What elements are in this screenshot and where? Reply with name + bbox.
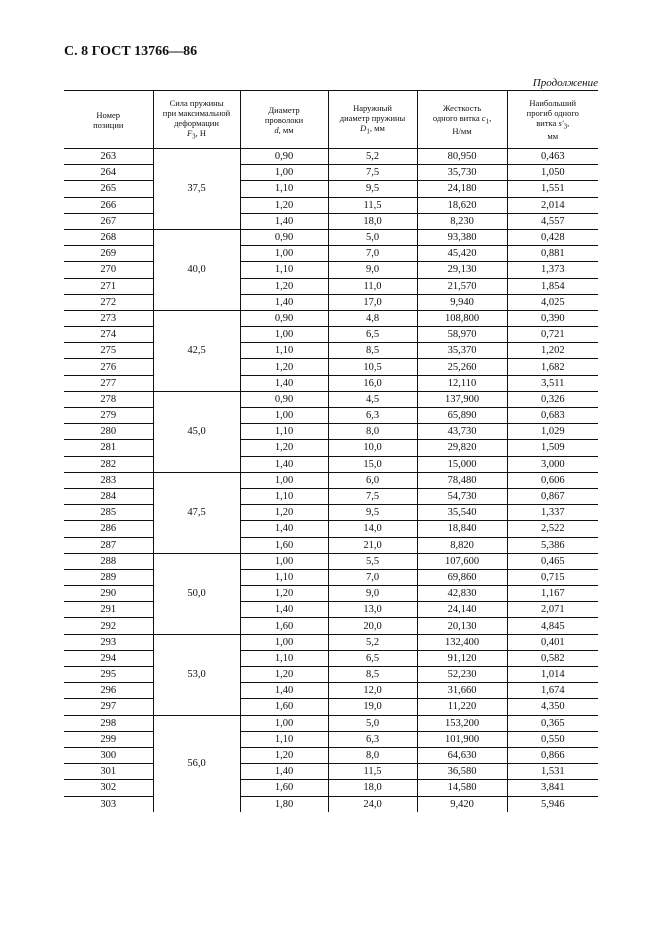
table-row bbox=[64, 440, 598, 456]
cell-outer-diameter: 7,0 bbox=[328, 569, 417, 585]
table-row bbox=[64, 553, 598, 569]
cell-deflection: 1,373 bbox=[507, 262, 598, 278]
cell-deflection: 1,682 bbox=[507, 359, 598, 375]
cell-wire-diameter: 1,40 bbox=[240, 521, 328, 537]
cell-deflection: 1,167 bbox=[507, 586, 598, 602]
cell-deflection: 0,606 bbox=[507, 472, 598, 488]
cell-stiffness: 20,130 bbox=[417, 618, 507, 634]
cell-wire-diameter: 1,20 bbox=[240, 505, 328, 521]
table-row bbox=[64, 424, 598, 440]
cell-position: 263 bbox=[64, 149, 153, 165]
cell-deflection: 0,721 bbox=[507, 327, 598, 343]
cell-position: 272 bbox=[64, 294, 153, 310]
cell-position: 294 bbox=[64, 650, 153, 666]
table-row bbox=[64, 731, 598, 747]
table-row bbox=[64, 764, 598, 780]
cell-outer-diameter: 7,0 bbox=[328, 246, 417, 262]
table-row bbox=[64, 310, 598, 326]
cell-wire-diameter: 0,90 bbox=[240, 149, 328, 165]
cell-position: 275 bbox=[64, 343, 153, 359]
cell-deflection: 1,337 bbox=[507, 505, 598, 521]
cell-wire-diameter: 1,10 bbox=[240, 181, 328, 197]
cell-wire-diameter: 1,40 bbox=[240, 683, 328, 699]
cell-outer-diameter: 7,5 bbox=[328, 165, 417, 181]
cell-position: 301 bbox=[64, 764, 153, 780]
cell-stiffness: 42,830 bbox=[417, 586, 507, 602]
cell-outer-diameter: 18,0 bbox=[328, 213, 417, 229]
cell-outer-diameter: 6,5 bbox=[328, 327, 417, 343]
table-row bbox=[64, 359, 598, 375]
cell-wire-diameter: 1,00 bbox=[240, 165, 328, 181]
cell-outer-diameter: 5,5 bbox=[328, 553, 417, 569]
cell-deflection: 3,000 bbox=[507, 456, 598, 472]
cell-deflection: 1,014 bbox=[507, 667, 598, 683]
cell-wire-diameter: 1,00 bbox=[240, 634, 328, 650]
cell-position: 265 bbox=[64, 181, 153, 197]
cell-deflection: 0,715 bbox=[507, 569, 598, 585]
cell-position: 271 bbox=[64, 278, 153, 294]
table-header bbox=[64, 91, 598, 149]
table-row bbox=[64, 667, 598, 683]
table-row bbox=[64, 683, 598, 699]
cell-position: 276 bbox=[64, 359, 153, 375]
cell-stiffness: 93,380 bbox=[417, 229, 507, 245]
cell-stiffness: 78,480 bbox=[417, 472, 507, 488]
cell-position: 278 bbox=[64, 391, 153, 407]
cell-deflection: 4,025 bbox=[507, 294, 598, 310]
cell-position: 283 bbox=[64, 472, 153, 488]
cell-stiffness: 8,820 bbox=[417, 537, 507, 553]
column-header-stiffness: Жесткость одного витка $c_1$, Н/мм bbox=[417, 91, 507, 149]
cell-position: 299 bbox=[64, 731, 153, 747]
cell-stiffness: 108,800 bbox=[417, 310, 507, 326]
cell-wire-diameter: 0,90 bbox=[240, 391, 328, 407]
table-row bbox=[64, 569, 598, 585]
cell-stiffness: 153,200 bbox=[417, 715, 507, 731]
page-title: С. 8 ГОСТ 13766—86 bbox=[64, 44, 198, 59]
cell-position: 291 bbox=[64, 602, 153, 618]
spring-data-table bbox=[64, 90, 598, 812]
cell-outer-diameter: 8,0 bbox=[328, 424, 417, 440]
cell-wire-diameter: 1,40 bbox=[240, 294, 328, 310]
table-row bbox=[64, 472, 598, 488]
cell-wire-diameter: 1,00 bbox=[240, 327, 328, 343]
cell-deflection: 3,511 bbox=[507, 375, 598, 391]
cell-position: 274 bbox=[64, 327, 153, 343]
cell-outer-diameter: 5,0 bbox=[328, 229, 417, 245]
cell-position: 289 bbox=[64, 569, 153, 585]
cell-stiffness: 29,820 bbox=[417, 440, 507, 456]
cell-wire-diameter: 1,40 bbox=[240, 375, 328, 391]
table-row bbox=[64, 213, 598, 229]
table-row bbox=[64, 375, 598, 391]
cell-outer-diameter: 7,5 bbox=[328, 488, 417, 504]
table-row bbox=[64, 294, 598, 310]
cell-force: 45,0 bbox=[153, 391, 240, 472]
cell-deflection: 0,463 bbox=[507, 149, 598, 165]
cell-deflection: 1,509 bbox=[507, 440, 598, 456]
cell-deflection: 1,202 bbox=[507, 343, 598, 359]
cell-wire-diameter: 1,00 bbox=[240, 408, 328, 424]
table-row bbox=[64, 699, 598, 715]
cell-deflection: 0,326 bbox=[507, 391, 598, 407]
cell-stiffness: 64,630 bbox=[417, 747, 507, 763]
cell-outer-diameter: 18,0 bbox=[328, 780, 417, 796]
table-row bbox=[64, 149, 598, 165]
table-row bbox=[64, 747, 598, 763]
cell-stiffness: 58,970 bbox=[417, 327, 507, 343]
cell-position: 293 bbox=[64, 634, 153, 650]
cell-stiffness: 25,260 bbox=[417, 359, 507, 375]
cell-position: 280 bbox=[64, 424, 153, 440]
cell-wire-diameter: 1,10 bbox=[240, 569, 328, 585]
cell-stiffness: 9,940 bbox=[417, 294, 507, 310]
cell-wire-diameter: 1,00 bbox=[240, 715, 328, 731]
cell-outer-diameter: 8,0 bbox=[328, 747, 417, 763]
cell-outer-diameter: 4,8 bbox=[328, 310, 417, 326]
cell-stiffness: 35,730 bbox=[417, 165, 507, 181]
cell-wire-diameter: 1,00 bbox=[240, 553, 328, 569]
cell-deflection: 0,401 bbox=[507, 634, 598, 650]
cell-outer-diameter: 4,5 bbox=[328, 391, 417, 407]
cell-stiffness: 36,580 bbox=[417, 764, 507, 780]
table-row bbox=[64, 197, 598, 213]
cell-outer-diameter: 12,0 bbox=[328, 683, 417, 699]
cell-outer-diameter: 16,0 bbox=[328, 375, 417, 391]
cell-stiffness: 35,370 bbox=[417, 343, 507, 359]
cell-deflection: 2,071 bbox=[507, 602, 598, 618]
cell-deflection: 2,522 bbox=[507, 521, 598, 537]
cell-wire-diameter: 1,20 bbox=[240, 197, 328, 213]
cell-deflection: 0,683 bbox=[507, 408, 598, 424]
cell-deflection: 1,551 bbox=[507, 181, 598, 197]
cell-deflection: 0,867 bbox=[507, 488, 598, 504]
column-header-force: Сила пружины при максимальной деформации $F_3$, Н bbox=[153, 91, 240, 149]
cell-stiffness: 80,950 bbox=[417, 149, 507, 165]
cell-force: 53,0 bbox=[153, 634, 240, 715]
cell-outer-diameter: 6,3 bbox=[328, 408, 417, 424]
cell-wire-diameter: 1,60 bbox=[240, 780, 328, 796]
cell-position: 270 bbox=[64, 262, 153, 278]
cell-position: 286 bbox=[64, 521, 153, 537]
cell-wire-diameter: 1,60 bbox=[240, 618, 328, 634]
cell-stiffness: 69,860 bbox=[417, 569, 507, 585]
cell-stiffness: 15,000 bbox=[417, 456, 507, 472]
cell-stiffness: 137,900 bbox=[417, 391, 507, 407]
cell-outer-diameter: 5,2 bbox=[328, 149, 417, 165]
table-row bbox=[64, 391, 598, 407]
cell-deflection: 4,557 bbox=[507, 213, 598, 229]
cell-position: 292 bbox=[64, 618, 153, 634]
cell-position: 303 bbox=[100, 798, 117, 810]
table-row bbox=[64, 229, 598, 245]
cell-force: 56,0 bbox=[153, 715, 240, 812]
cell-position: 267 bbox=[64, 213, 153, 229]
cell-wire-diameter: 1,00 bbox=[240, 472, 328, 488]
cell-stiffness: 31,660 bbox=[417, 683, 507, 699]
cell-outer-diameter: 5,0 bbox=[328, 715, 417, 731]
cell-position: 295 bbox=[64, 667, 153, 683]
table-body bbox=[64, 149, 598, 812]
table-row bbox=[64, 456, 598, 472]
cell-position: 296 bbox=[64, 683, 153, 699]
table-row bbox=[64, 586, 598, 602]
table-row bbox=[64, 602, 598, 618]
cell-wire-diameter: 1,10 bbox=[240, 488, 328, 504]
cell-wire-diameter: 1,40 bbox=[240, 764, 328, 780]
cell-stiffness: 52,230 bbox=[417, 667, 507, 683]
cell-outer-diameter: 9,5 bbox=[328, 505, 417, 521]
cell-stiffness: 18,840 bbox=[417, 521, 507, 537]
cell-wire-diameter: 1,10 bbox=[240, 262, 328, 278]
cell-deflection: 5,386 bbox=[507, 537, 598, 553]
cell-deflection: 2,014 bbox=[507, 197, 598, 213]
cell-outer-diameter: 21,0 bbox=[328, 537, 417, 553]
cell-outer-diameter: 14,0 bbox=[328, 521, 417, 537]
cell-stiffness: 35,540 bbox=[417, 505, 507, 521]
cell-deflection: 0,550 bbox=[507, 731, 598, 747]
cell-wire-diameter: 1,60 bbox=[240, 699, 328, 715]
cell-wire-diameter: 1,40 bbox=[240, 456, 328, 472]
cell-outer-diameter: 9,0 bbox=[328, 586, 417, 602]
table-row bbox=[64, 262, 598, 278]
cell-outer-diameter: 10,5 bbox=[328, 359, 417, 375]
cell-outer-diameter: 20,0 bbox=[328, 618, 417, 634]
cell-outer-diameter: 6,3 bbox=[328, 731, 417, 747]
cell-stiffness: 24,140 bbox=[417, 602, 507, 618]
cell-outer-diameter: 15,0 bbox=[328, 456, 417, 472]
cell-wire-diameter: 1,10 bbox=[240, 650, 328, 666]
cell-position: 273 bbox=[64, 310, 153, 326]
cell-stiffness: 107,600 bbox=[417, 553, 507, 569]
cell-position: 277 bbox=[64, 375, 153, 391]
cell-wire-diameter: 1,40 bbox=[240, 213, 328, 229]
cell-wire-diameter: 1,10 bbox=[240, 343, 328, 359]
cell-outer-diameter: 8,5 bbox=[328, 667, 417, 683]
table-row bbox=[64, 246, 598, 262]
cell-stiffness: 54,730 bbox=[417, 488, 507, 504]
cell-deflection: 0,582 bbox=[507, 650, 598, 666]
cell-stiffness: 11,220 bbox=[417, 699, 507, 715]
cell-deflection: 5,946 bbox=[507, 796, 598, 812]
cell-outer-diameter: 6,5 bbox=[328, 650, 417, 666]
cell-position: 284 bbox=[64, 488, 153, 504]
cell-deflection: 0,390 bbox=[507, 310, 598, 326]
table-row bbox=[64, 618, 598, 634]
column-header-wire-diameter: Диаметр проволоки d, мм bbox=[240, 91, 328, 149]
column-header-outer-diameter: Наружный диаметр пружины $D_1$, мм bbox=[328, 91, 417, 149]
cell-outer-diameter: 17,0 bbox=[328, 294, 417, 310]
cell-outer-diameter: 11,5 bbox=[328, 197, 417, 213]
table-row bbox=[64, 327, 598, 343]
cell-stiffness: 101,900 bbox=[417, 731, 507, 747]
cell-position: 279 bbox=[64, 408, 153, 424]
cell-wire-diameter: 1,10 bbox=[240, 424, 328, 440]
cell-deflection: 0,866 bbox=[507, 747, 598, 763]
cell-stiffness: 24,180 bbox=[417, 181, 507, 197]
table-row bbox=[64, 278, 598, 294]
cell-position: 297 bbox=[64, 699, 153, 715]
cell-wire-diameter: 1,00 bbox=[240, 246, 328, 262]
table-row bbox=[64, 505, 598, 521]
cell-position: 302 bbox=[64, 780, 153, 796]
cell-deflection: 3,841 bbox=[507, 780, 598, 796]
cell-wire-diameter: 1,20 bbox=[240, 278, 328, 294]
cell-outer-diameter: 5,2 bbox=[328, 634, 417, 650]
cell-outer-diameter: 6,0 bbox=[328, 472, 417, 488]
cell-stiffness: 18,620 bbox=[417, 197, 507, 213]
cell-force: 42,5 bbox=[153, 310, 240, 391]
cell-position: 300 bbox=[64, 747, 153, 763]
table-row bbox=[64, 634, 598, 650]
cell-stiffness: 29,130 bbox=[417, 262, 507, 278]
table-row bbox=[64, 408, 598, 424]
cell-wire-diameter: 1,60 bbox=[240, 537, 328, 553]
cell-position: 288 bbox=[64, 553, 153, 569]
table-row bbox=[64, 181, 598, 197]
cell-stiffness: 65,890 bbox=[417, 408, 507, 424]
cell-position: 268 bbox=[64, 229, 153, 245]
cell-outer-diameter: 24,0 bbox=[328, 796, 417, 812]
cell-position: 269 bbox=[64, 246, 153, 262]
table-row bbox=[64, 650, 598, 666]
cell-deflection: 1,854 bbox=[507, 278, 598, 294]
table-row bbox=[64, 343, 598, 359]
table-row bbox=[64, 780, 598, 796]
cell-deflection: 4,350 bbox=[507, 699, 598, 715]
cell-stiffness: 9,420 bbox=[417, 796, 507, 812]
table-row bbox=[64, 715, 598, 731]
cell-position: 298 bbox=[64, 715, 153, 731]
cell-position: 285 bbox=[64, 505, 153, 521]
cell-wire-diameter: 1,80 bbox=[240, 796, 328, 812]
cell-deflection: 0,465 bbox=[507, 553, 598, 569]
cell-deflection: 0,428 bbox=[507, 229, 598, 245]
continuation-label: Продолжение bbox=[532, 77, 598, 89]
cell-wire-diameter: 1,20 bbox=[240, 440, 328, 456]
cell-stiffness: 21,570 bbox=[417, 278, 507, 294]
cell-position: 287 bbox=[64, 537, 153, 553]
cell-wire-diameter: 1,40 bbox=[240, 602, 328, 618]
cell-stiffness: 91,120 bbox=[417, 650, 507, 666]
cell-outer-diameter: 19,0 bbox=[328, 699, 417, 715]
cell-position: 281 bbox=[64, 440, 153, 456]
cell-outer-diameter: 13,0 bbox=[328, 602, 417, 618]
cell-deflection: 1,531 bbox=[507, 764, 598, 780]
cell-stiffness: 45,420 bbox=[417, 246, 507, 262]
table-row bbox=[64, 537, 598, 553]
cell-deflection: 1,029 bbox=[507, 424, 598, 440]
cell-wire-diameter: 1,20 bbox=[240, 747, 328, 763]
cell-stiffness: 8,230 bbox=[417, 213, 507, 229]
cell-stiffness: 14,580 bbox=[417, 780, 507, 796]
cell-deflection: 1,050 bbox=[507, 165, 598, 181]
cell-stiffness: 43,730 bbox=[417, 424, 507, 440]
cell-force: 50,0 bbox=[153, 553, 240, 634]
cell-force: 40,0 bbox=[153, 229, 240, 310]
cell-wire-diameter: 0,90 bbox=[240, 310, 328, 326]
cell-wire-diameter: 1,20 bbox=[240, 667, 328, 683]
cell-wire-diameter: 1,20 bbox=[240, 359, 328, 375]
cell-force: 37,5 bbox=[153, 149, 240, 230]
cell-wire-diameter: 1,20 bbox=[240, 586, 328, 602]
cell-outer-diameter: 10,0 bbox=[328, 440, 417, 456]
cell-force: 47,5 bbox=[153, 472, 240, 553]
cell-wire-diameter: 0,90 bbox=[240, 229, 328, 245]
cell-wire-diameter: 1,10 bbox=[240, 731, 328, 747]
cell-outer-diameter: 11,0 bbox=[328, 278, 417, 294]
table-row bbox=[64, 796, 598, 812]
cell-stiffness: 132,400 bbox=[417, 634, 507, 650]
cell-deflection: 0,881 bbox=[507, 246, 598, 262]
cell-position: 266 bbox=[64, 197, 153, 213]
cell-outer-diameter: 8,5 bbox=[328, 343, 417, 359]
cell-position: 264 bbox=[64, 165, 153, 181]
cell-deflection: 1,674 bbox=[507, 683, 598, 699]
cell-outer-diameter: 11,5 bbox=[328, 764, 417, 780]
table-row bbox=[64, 521, 598, 537]
cell-deflection: 4,845 bbox=[507, 618, 598, 634]
cell-outer-diameter: 9,0 bbox=[328, 262, 417, 278]
column-header-position: Номер позиции bbox=[64, 91, 153, 149]
table-row bbox=[64, 165, 598, 181]
cell-deflection: 0,365 bbox=[507, 715, 598, 731]
column-header-deflection: Наибольший прогиб одного витка $s'_3$, мм bbox=[507, 91, 598, 149]
cell-stiffness: 12,110 bbox=[417, 375, 507, 391]
table-row bbox=[64, 488, 598, 504]
cell-position: 290 bbox=[64, 586, 153, 602]
cell-position: 282 bbox=[64, 456, 153, 472]
cell-outer-diameter: 9,5 bbox=[328, 181, 417, 197]
